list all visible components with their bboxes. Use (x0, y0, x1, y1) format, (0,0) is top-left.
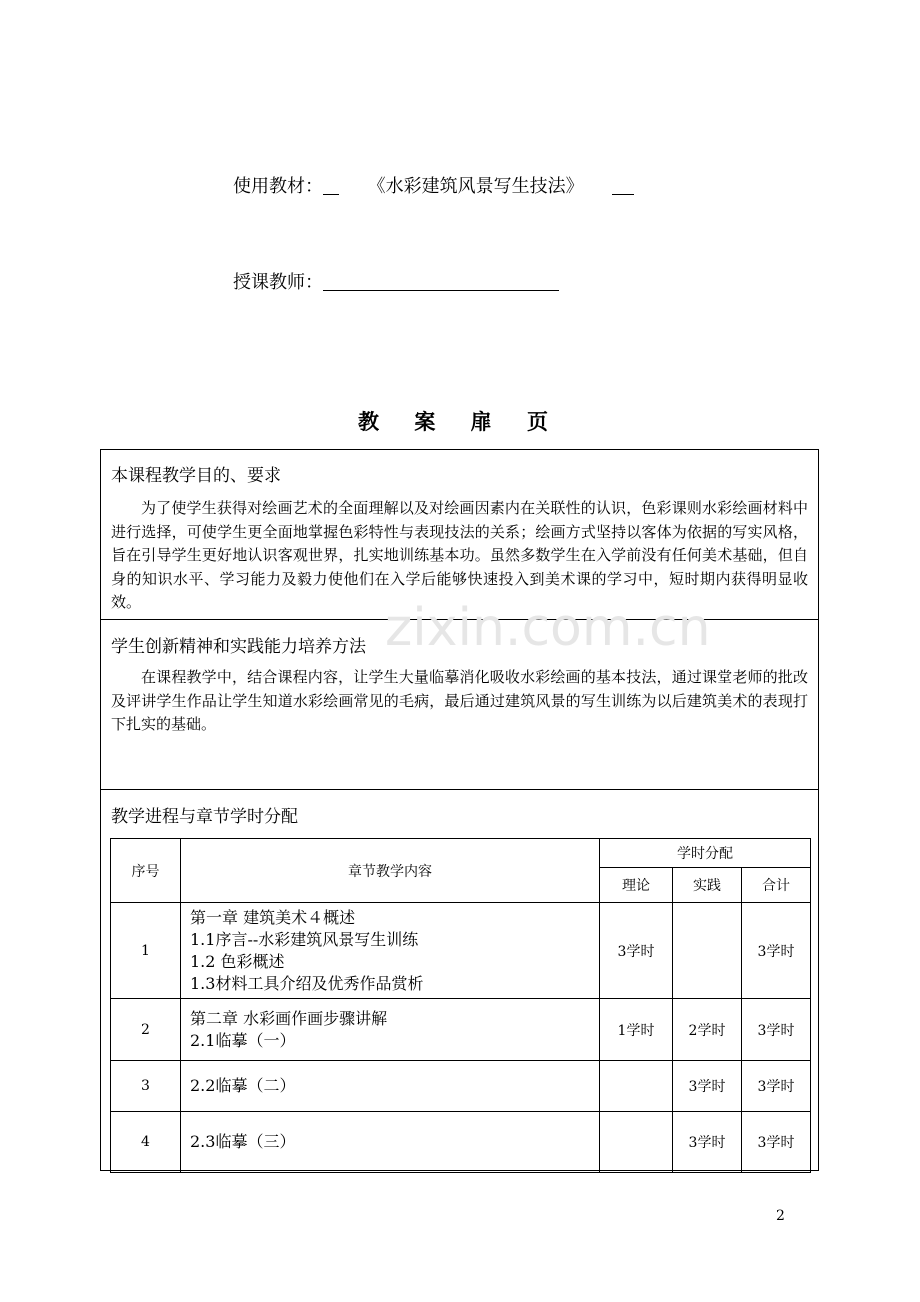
textbook-line (233, 172, 634, 198)
cell-total: 3学时 (742, 1112, 811, 1173)
page-title: 教 案 扉 页 (358, 410, 562, 434)
teacher-label: 授课教师： (233, 272, 323, 293)
section-objectives (101, 450, 818, 619)
cell-content (181, 999, 600, 1061)
table-row (111, 903, 811, 999)
watermark: zixin.com.cn (385, 598, 711, 658)
cell-theory: 1学时 (600, 999, 673, 1061)
cell-total: 3学时 (742, 903, 811, 999)
header-practice: 实践 (673, 868, 742, 903)
content-line: 1.1序言--水彩建筑风景写生训练 (190, 929, 419, 949)
header-seq: 序号 (111, 839, 181, 903)
content-line: 1.2 色彩概述 (190, 951, 285, 971)
cell-total: 3学时 (742, 999, 811, 1061)
content-line: 2.1临摹（一） (190, 1030, 296, 1050)
content-line: 2.2临摹（二） (190, 1076, 296, 1095)
cell-total: 3学时 (742, 1061, 811, 1112)
underline (612, 176, 634, 195)
content-line: 1.3材料工具介绍及优秀作品赏析 (190, 973, 424, 993)
table-header-row (111, 839, 811, 868)
section-heading: 学生创新精神和实践能力培养方法 (111, 637, 366, 657)
cell-theory (600, 1061, 673, 1112)
page-number: 2 (776, 1208, 785, 1224)
cell-seq: 2 (111, 999, 181, 1061)
cell-practice: 3学时 (673, 1112, 742, 1173)
section-body: 为了使学生获得对绘画艺术的全面理解以及对绘画因素内在关联性的认识，色彩课则水彩绘画材料中进行选择，可使学生更全面地掌握色彩特性与表现技法的关系；绘画方式坚持以客体为依据的写实风格，旨在引导学生更好地认识客观世界，扎实地训练基本功。虽然多数学生在入学前没有任何美术基础，但自身的知识水平、学习能力及毅力使他们在入学后能够快速投入到美术课的学习中，短时期内获得明显收效。 (111, 499, 808, 611)
schedule-table (110, 838, 811, 1173)
content-line: 第二章 水彩画作画步骤讲解 (190, 1008, 388, 1028)
section-heading: 本课程教学目的、要求 (111, 466, 281, 486)
cell-content (181, 1112, 600, 1173)
cell-theory: 3学时 (600, 903, 673, 999)
section-heading: 教学进程与章节学时分配 (111, 807, 298, 827)
cell-content (181, 903, 600, 999)
cell-content (181, 1061, 600, 1112)
cell-seq: 3 (111, 1061, 181, 1112)
header-theory: 理论 (600, 868, 673, 903)
textbook-name: 《水彩建筑风景写生技法》 (367, 176, 584, 197)
underline (323, 176, 339, 195)
table-row (111, 1061, 811, 1112)
header-total: 合计 (742, 868, 811, 903)
table-row (111, 999, 811, 1061)
cell-practice (673, 903, 742, 999)
section-body: 在课程教学中，结合课程内容，让学生大量临摹消化吸收水彩绘画的基本技法，通过课堂老师的批改及评讲学生作品让学生知道水彩绘画常见的毛病，最后通过建筑风景的写生训练为以后建筑美术的表现打下扎实的基础。 (111, 668, 808, 733)
textbook-label: 使用教材： (233, 176, 323, 197)
header-hours: 学时分配 (600, 839, 811, 868)
content-line: 2.3临摹（三） (190, 1132, 296, 1151)
cover-table (100, 449, 819, 1171)
content-line: 第一章 建筑美术４概述 (190, 907, 356, 927)
table-row (111, 1112, 811, 1173)
section-innovation (101, 619, 818, 789)
cell-seq: 4 (111, 1112, 181, 1173)
cell-seq: 1 (111, 903, 181, 999)
teacher-line (233, 268, 559, 294)
cell-practice: 3学时 (673, 1061, 742, 1112)
cell-practice: 2学时 (673, 999, 742, 1061)
header-content: 章节教学内容 (181, 839, 600, 903)
teacher-blank (323, 272, 559, 291)
cell-theory (600, 1112, 673, 1173)
